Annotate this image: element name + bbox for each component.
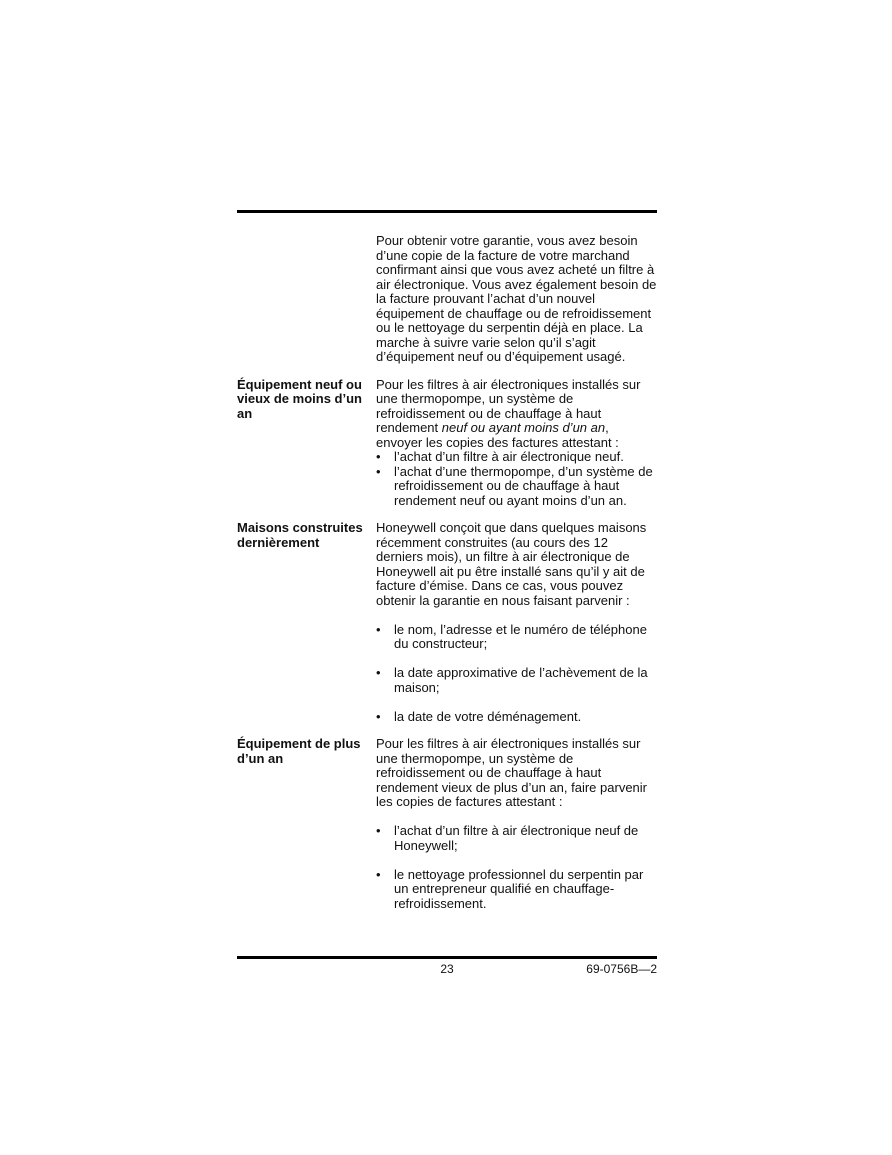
list-item: • la date de votre déménagement.: [376, 710, 657, 725]
list-item: • l’achat d’un filtre à air électronique neuf de Honeywell;: [376, 824, 657, 853]
intro-section: [237, 234, 657, 365]
paragraph-text: , envoyer les copies des factures attestant :: [376, 420, 619, 450]
page-footer: [237, 962, 657, 978]
emphasis-text: neuf ou ayant moins d’un an: [441, 420, 606, 435]
bullet-list: [376, 623, 657, 725]
section-label-new-homes: Maisons construites dernièrement: [237, 520, 363, 550]
list-item: • l’achat d’une thermopompe, d’un système de refroidissement ou de chauffage à haut rendement neuf ou ayant moins d’un an.: [376, 465, 657, 509]
section-label-old-equipment: Équipement de plus d’un an: [237, 736, 361, 766]
section-label-new-equipment: Équipement neuf ou vieux de moins d’un an: [237, 376, 362, 421]
list-item: • la date approximative de l’achèvement de la maison;: [376, 666, 657, 695]
document-content: [237, 234, 657, 911]
intro-paragraph: Pour obtenir votre garantie, vous avez besoin d’une copie de la facture de votre marchand confirmant ainsi que vous avez acheté un filtre à air électronique. Vous avez également besoin de la facture prouvant l’achat d’un nouvel équipement de chauffage ou de refroidissement ou le nettoyage du serpentin déjà en place. La marche à suivre varie selon qu’il s’agit d’équipement neuf ou d’équipement usagé.: [376, 233, 657, 364]
section-paragraph-old-equipment: Pour les filtres à air électroniques installés sur une thermopompe, un système de refroidissement ou de chauffage à haut rendement vieux de plus d’un an, faire parvenir les copies de factures attestant :: [376, 736, 647, 809]
document-code: 69-0756B—2: [586, 962, 657, 976]
section-new-equipment: [237, 378, 657, 509]
section-paragraph-new-homes: Honeywell conçoit que dans quelques maisons récemment construites (au cours des 12 derniers mois), un filtre à air électronique de Honeywell ait pu être installé sans qu’il y ait de facture d’émise. Dans ce cas, vous pouvez obtenir la garantie en nous faisant parvenir :: [376, 520, 647, 608]
list-item: • l’achat d’un filtre à air électronique neuf.: [376, 450, 657, 465]
list-item: • le nom, l’adresse et le numéro de téléphone du constructeur;: [376, 623, 657, 652]
bullet-list: [376, 450, 657, 508]
top-rule: [237, 210, 657, 213]
bottom-rule: [237, 956, 657, 959]
list-item: • le nettoyage professionnel du serpentin par un entrepreneur qualifié en chauffage-refroidissement.: [376, 868, 657, 912]
paragraph-text: Pour les filtres à air électroniques installés sur une thermopompe, un système de refroidissement ou de chauffage à haut rendement: [376, 376, 641, 435]
section-paragraph-new-equipment: [376, 378, 657, 451]
section-old-equipment: [237, 737, 657, 911]
bullet-list: [376, 824, 657, 911]
section-new-homes: [237, 521, 657, 724]
page-number: 23: [440, 962, 454, 976]
